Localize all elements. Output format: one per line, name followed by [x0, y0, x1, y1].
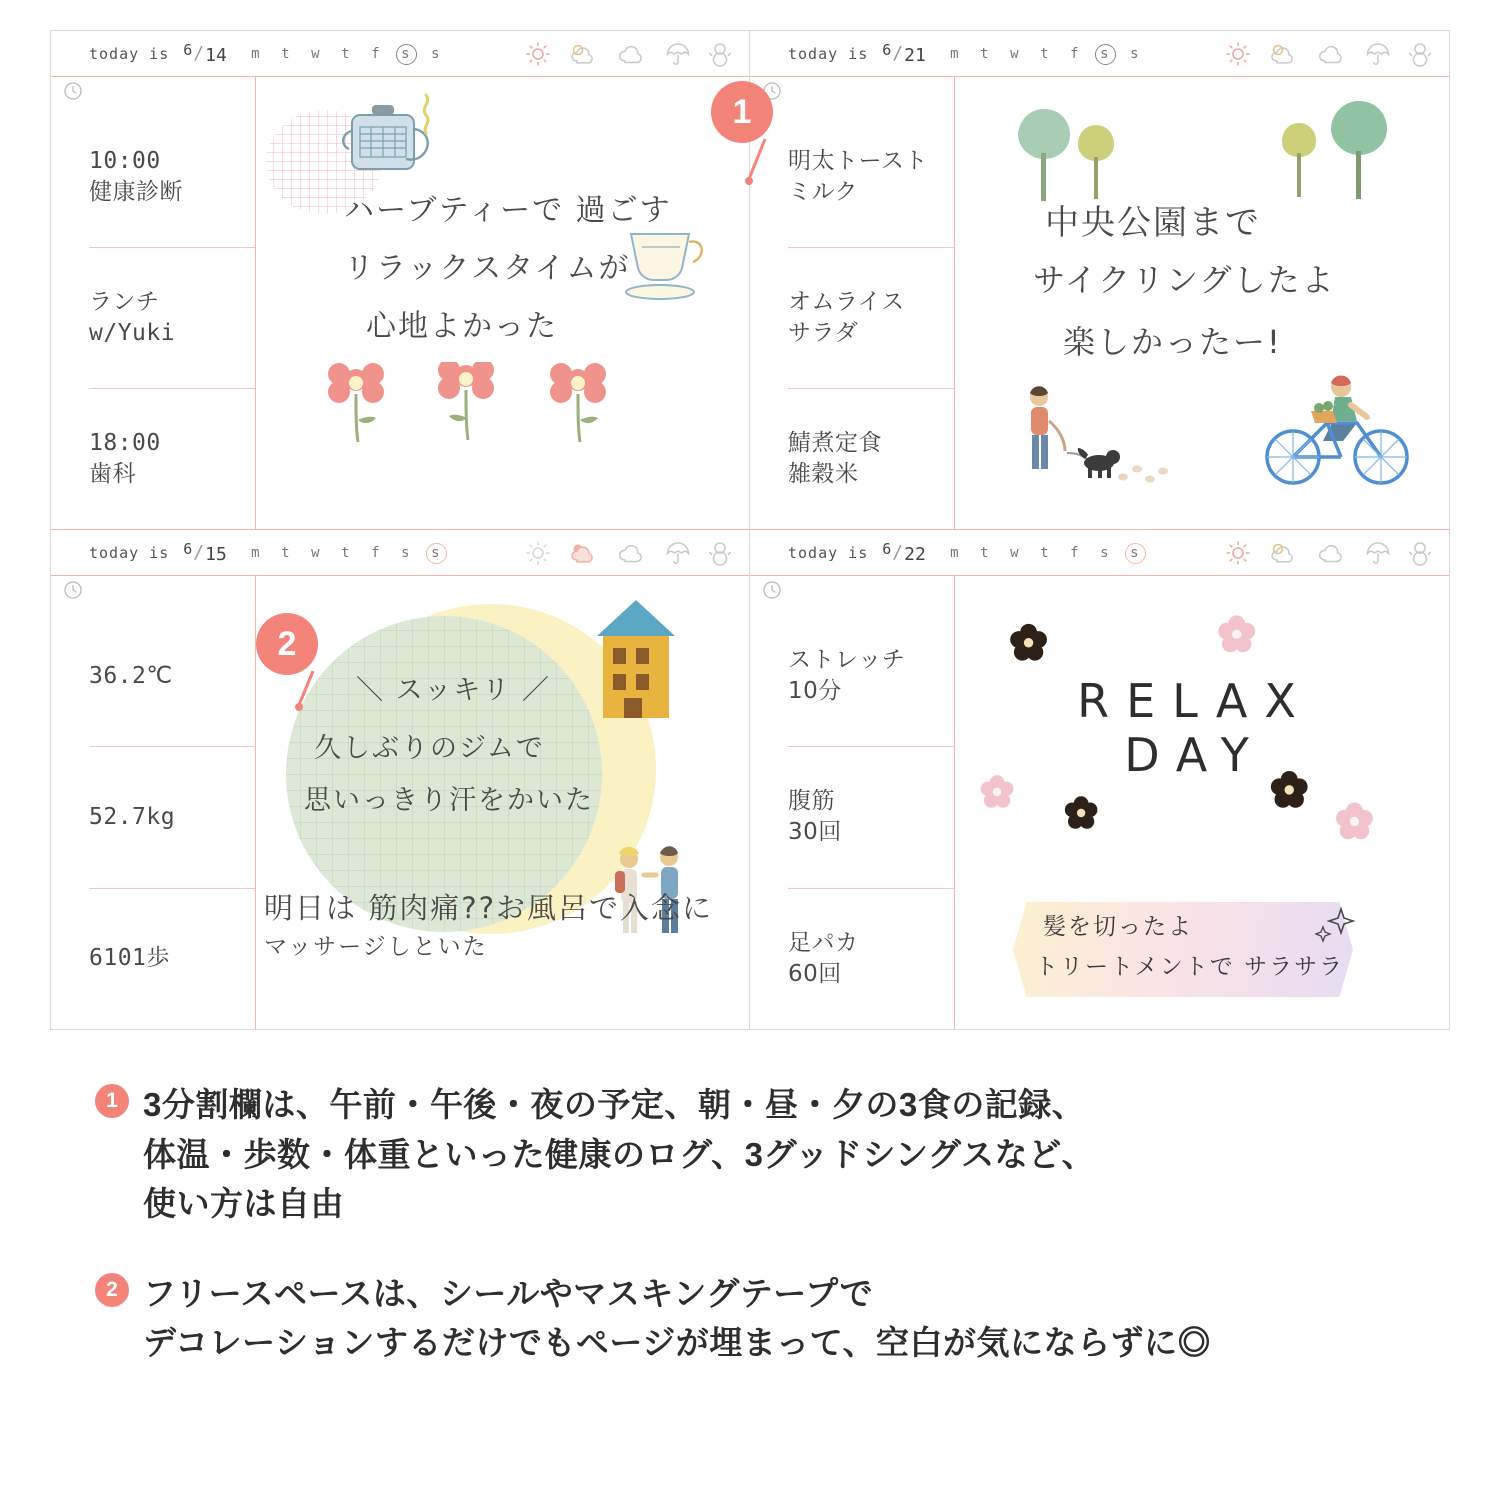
weather-selector[interactable] — [1225, 41, 1431, 67]
slot-line: 30回 — [788, 819, 842, 846]
weekday-selector[interactable] — [948, 545, 1141, 561]
weekday-m[interactable]: m — [950, 45, 959, 62]
note-line: 3分割欄は、午前・午後・夜の予定、朝・昼・夕の3食の記録、 — [143, 1086, 1086, 1123]
weekday-s1[interactable]: s — [1098, 46, 1111, 62]
tape-text-line: 髪を切ったよ — [1043, 914, 1193, 940]
day-header — [750, 530, 1449, 576]
snowman-icon[interactable] — [709, 540, 731, 566]
house-sticker — [591, 596, 681, 726]
page-right — [750, 31, 1449, 1029]
snowman-icon[interactable] — [709, 41, 731, 67]
partly-cloudy-icon[interactable] — [1269, 541, 1299, 565]
umbrella-icon[interactable] — [665, 540, 691, 566]
slot-line: 雑穀米 — [788, 461, 859, 487]
slot-line: 10分 — [788, 678, 842, 705]
slot-line: 60回 — [788, 960, 842, 987]
free-text-bottom-line: 明日は 筋肉痛??お風呂で入念に — [264, 891, 714, 925]
free-space[interactable] — [256, 77, 749, 529]
three-slot-column — [750, 576, 955, 1029]
weekday-m[interactable]: m — [950, 544, 959, 561]
slot-2[interactable] — [788, 747, 954, 888]
slot-3[interactable] — [788, 389, 954, 529]
clock-icon — [762, 580, 782, 605]
free-space[interactable] — [256, 576, 749, 1029]
free-text-line: 思いっきり汗をかいた — [304, 785, 594, 816]
notebook-spread — [50, 30, 1450, 1030]
slot-line: 歯科 — [89, 461, 136, 487]
clock-icon — [63, 81, 83, 106]
slot-1[interactable] — [788, 606, 954, 747]
umbrella-icon[interactable] — [665, 41, 691, 67]
sparkle-icon — [1311, 903, 1359, 951]
tape-text-line: トリートメントで サラサラ — [1035, 954, 1345, 980]
partly-cloudy-icon[interactable] — [569, 541, 599, 565]
free-text-line: ＼ スッキリ ／ — [356, 675, 551, 706]
weekday-selector[interactable] — [249, 545, 442, 561]
weekday-w[interactable]: w — [311, 45, 320, 62]
weekday-s1[interactable]: s — [401, 544, 410, 561]
note-line: フリースペースは、シールやマスキングテープで — [143, 1274, 874, 1312]
weather-selector[interactable] — [1225, 540, 1431, 566]
cloud-icon[interactable] — [1317, 43, 1347, 65]
clock-row — [788, 576, 954, 606]
weekday-t1[interactable]: t — [281, 544, 290, 561]
umbrella-icon[interactable] — [1365, 41, 1391, 67]
slot-line: w/Yuki — [89, 320, 176, 346]
callout-leader-2 — [289, 667, 359, 737]
sun-icon[interactable] — [1225, 540, 1251, 566]
slot-1[interactable] — [89, 107, 255, 248]
cyclist-sticker — [1241, 361, 1431, 511]
three-slot-column — [51, 77, 256, 529]
free-space[interactable] — [955, 77, 1449, 529]
free-text-bottom-line: マッサージしといた — [264, 934, 488, 960]
free-text-line: 楽しかったー! — [1063, 323, 1282, 361]
note-line: 使い方は自由 — [143, 1185, 344, 1222]
slot-1[interactable] — [788, 107, 954, 248]
note-line: 体温・歩数・体重といった健康のログ、3グッドシングスなど、 — [143, 1135, 1096, 1173]
partly-cloudy-icon[interactable] — [569, 42, 599, 66]
clock-icon — [63, 580, 83, 605]
day-header — [51, 530, 749, 576]
date-value: $^6$/14 — [183, 41, 227, 66]
weekday-f[interactable]: f — [371, 45, 380, 62]
callout-leader-1 — [741, 135, 811, 205]
today-is-label: today is — [788, 44, 869, 63]
slot-line: オムライス — [788, 288, 905, 315]
weather-selector[interactable] — [525, 41, 731, 67]
date-day: 21 — [904, 45, 926, 66]
day-body — [750, 576, 1449, 1029]
weekday-s1[interactable]: s — [399, 46, 412, 62]
three-slot-column — [51, 576, 256, 1029]
day-body — [51, 77, 749, 529]
free-text-line: 心地よかった — [366, 309, 558, 344]
clock-row — [788, 77, 954, 107]
weekday-s2[interactable]: s — [1130, 45, 1139, 62]
weekday-t2[interactable]: t — [341, 544, 350, 561]
clock-row — [89, 576, 255, 606]
date-month: 6 — [183, 41, 193, 59]
slot-line: ストレッチ — [788, 647, 906, 674]
slot-line: 健康診断 — [89, 179, 183, 205]
slot-line: 6101歩 — [89, 945, 170, 972]
free-text-line: リラックスタイムが — [344, 251, 631, 286]
slot-line: 52.7kg — [89, 803, 176, 830]
free-text-line: ハーブティーで 過ごす — [344, 193, 672, 228]
date-month: 6 — [882, 540, 892, 558]
cloud-icon[interactable] — [617, 542, 647, 564]
slot-line: ミルク — [788, 179, 859, 205]
day-header — [750, 31, 1449, 77]
weekday-t1[interactable]: t — [980, 45, 989, 62]
page-left — [51, 31, 750, 1029]
date-day: 15 — [205, 544, 227, 565]
slot-line: 鯖煮定食 — [788, 429, 882, 456]
sun-icon[interactable] — [525, 41, 551, 67]
date-value: $^6$/15 — [183, 540, 227, 565]
slot-3[interactable] — [89, 389, 255, 529]
day-entry-0622 — [750, 530, 1449, 1029]
weekday-t2[interactable]: t — [341, 45, 350, 62]
weekday-s2[interactable]: s — [1128, 545, 1141, 561]
weekday-s2[interactable]: s — [429, 545, 442, 561]
weekday-s2[interactable]: s — [431, 45, 440, 62]
today-is-label: today is — [788, 543, 869, 562]
weekday-t1[interactable]: t — [980, 544, 989, 561]
sun-icon[interactable] — [1225, 41, 1251, 67]
weekday-t1[interactable]: t — [281, 45, 290, 62]
day-body — [750, 77, 1449, 529]
callout-badge-1: 1 — [711, 81, 773, 143]
callout-badge-2: 2 — [256, 613, 318, 675]
snowman-icon[interactable] — [1409, 540, 1431, 566]
note-body — [143, 1269, 1211, 1368]
notes-section — [95, 1080, 1425, 1408]
day-header — [51, 31, 749, 77]
free-space-title: RELAX DAY — [1077, 674, 1313, 782]
partly-cloudy-icon[interactable] — [1269, 42, 1299, 66]
date-month: 6 — [882, 41, 892, 59]
date-value: $^6$/21 — [882, 41, 926, 66]
slot-2[interactable] — [788, 248, 954, 389]
day-entry-0614 — [51, 31, 749, 530]
free-space[interactable] — [955, 576, 1449, 1029]
weekday-t2[interactable]: t — [1040, 45, 1049, 62]
weekday-m[interactable]: m — [251, 45, 260, 62]
weekday-s1[interactable]: s — [1100, 544, 1109, 561]
sun-icon[interactable] — [525, 540, 551, 566]
date-value: $^6$/22 — [882, 540, 926, 565]
weekday-w[interactable]: w — [1010, 544, 1019, 561]
weekday-selector[interactable] — [948, 46, 1141, 62]
slot-line: 明太トースト — [788, 147, 928, 174]
slot-line: 足パカ — [788, 929, 859, 956]
umbrella-icon[interactable] — [1365, 540, 1391, 566]
note-body — [143, 1080, 1095, 1229]
free-text-line: 久しぶりのジムで — [314, 733, 545, 764]
slot-line: 36.2℃ — [89, 662, 173, 689]
weekday-t2[interactable]: t — [1040, 544, 1049, 561]
flower-row — [316, 362, 676, 472]
day-entry-0621 — [750, 31, 1449, 530]
day-entry-0615 — [51, 530, 749, 1029]
weekday-m[interactable]: m — [251, 544, 260, 561]
date-month: 6 — [183, 540, 193, 558]
slot-1[interactable] — [89, 606, 255, 747]
snowman-icon[interactable] — [1409, 41, 1431, 67]
slot-2[interactable] — [89, 747, 255, 888]
day-body — [51, 576, 749, 1029]
slot-2[interactable] — [89, 248, 255, 389]
weekday-f[interactable]: f — [1070, 544, 1079, 561]
clock-row — [89, 77, 255, 107]
weekday-f[interactable]: f — [371, 544, 380, 561]
weekday-w[interactable]: w — [1010, 45, 1019, 62]
weekday-selector[interactable] — [249, 46, 442, 62]
cloud-icon[interactable] — [617, 43, 647, 65]
cloud-icon[interactable] — [1317, 542, 1347, 564]
date-day: 14 — [205, 45, 227, 66]
weekday-f[interactable]: f — [1070, 45, 1079, 62]
slot-line: 18:00 — [89, 429, 161, 456]
tree-sticker — [1269, 93, 1409, 213]
date-day: 22 — [904, 544, 926, 565]
slot-line: 腹筋 — [788, 788, 835, 815]
weather-selector[interactable] — [525, 540, 731, 566]
dog-walker-sticker — [995, 381, 1175, 501]
slot-line: ランチ — [89, 288, 160, 315]
slot-3[interactable] — [89, 889, 255, 1029]
note-number: 2 — [95, 1273, 129, 1307]
weekday-w[interactable]: w — [311, 544, 320, 561]
today-is-label: today is — [89, 44, 170, 63]
slot-line: 10:00 — [89, 147, 161, 174]
slot-line: サラダ — [788, 320, 859, 346]
note-item-2 — [95, 1269, 1425, 1368]
note-number: 1 — [95, 1084, 129, 1118]
note-line: デコレーションするだけでもページが埋まって、空白が気にならずに◎ — [143, 1324, 1212, 1361]
today-is-label: today is — [89, 543, 170, 562]
free-text-line: サイクリングしたよ — [1033, 261, 1336, 299]
free-text-line: 中央公園まで — [1045, 203, 1261, 243]
note-item-1 — [95, 1080, 1425, 1229]
slot-3[interactable] — [788, 889, 954, 1029]
